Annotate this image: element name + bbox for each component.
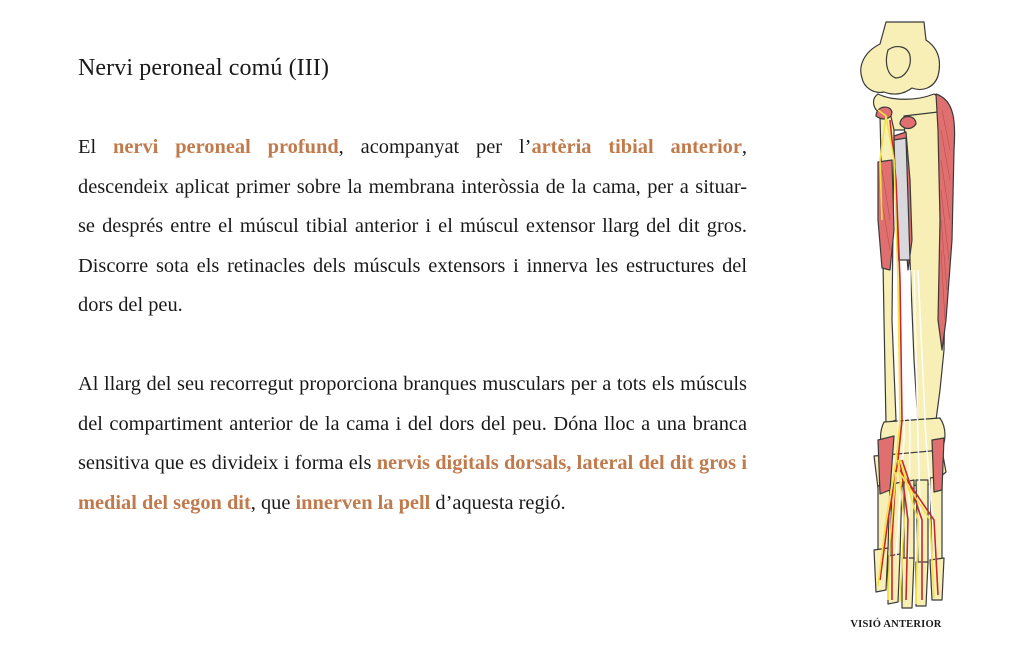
highlight-term: artèria tibial anterior — [531, 136, 742, 158]
text-segment: , que — [250, 491, 296, 514]
page-title: Nervi peroneal comú (III) — [78, 55, 330, 81]
text-segment: , acompanyat per l’ — [338, 136, 532, 158]
toe — [902, 558, 914, 608]
cut-muscle — [900, 117, 916, 129]
text-segment: Al llarg del seu recorregut proporciona branques musculars per a tots els músculs del compartiment anterior de la cama i del dors del peu. Dóna lloc a una branca sensitiva que es divideix i forma els — [78, 373, 747, 474]
text-segment: d’aquesta regió. — [430, 491, 566, 514]
foot-muscle — [932, 438, 944, 492]
highlight-term: nervi peroneal profund — [113, 136, 339, 158]
highlight-term: nervis digitals dorsals, lateral del dit gros i medial del segon dit — [78, 452, 747, 514]
text-segment: El — [78, 136, 114, 158]
leg-anatomy-illustration — [838, 20, 956, 610]
figure-caption: VISIÓ ANTERIOR — [850, 619, 942, 630]
body-text — [78, 128, 747, 523]
highlight-term: innerven la pell — [295, 491, 431, 514]
paragraph-2 — [78, 365, 747, 523]
text-segment: , descendeix aplicat primer sobre la membrana interòssia de la cama, per a situar-se després entre el múscul tibial anterior i el múscul extensor llarg del dit gros. Discorre sota els retinacles dels músculs extensors i innerva les estructures del dors del peu. — [78, 136, 747, 316]
paragraph-1 — [78, 128, 747, 326]
